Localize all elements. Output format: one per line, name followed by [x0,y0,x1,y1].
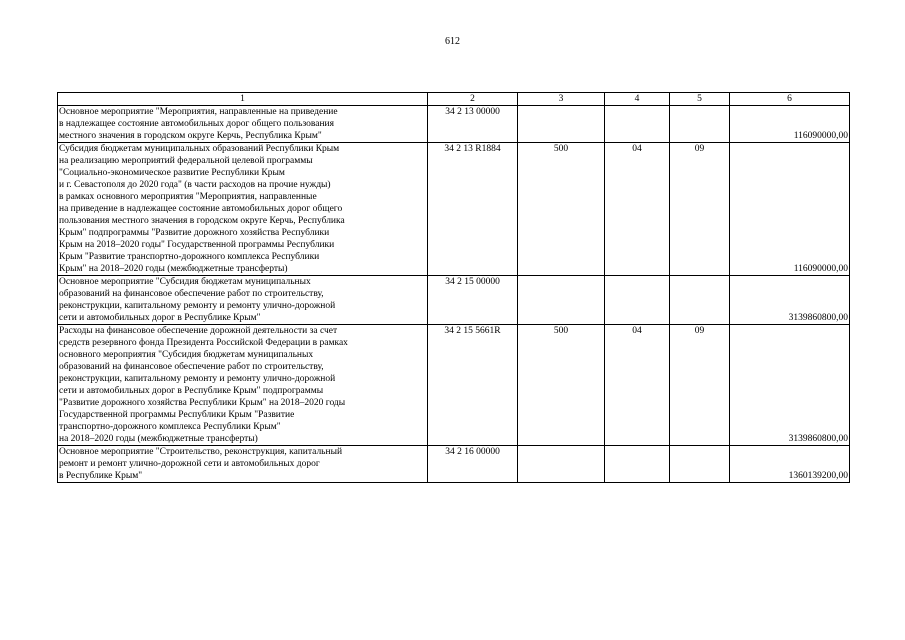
header-row [58,93,850,106]
header-cell: 2 [428,93,518,106]
row-col3 [518,276,605,325]
header-cell: 5 [670,93,730,106]
row-amount: 1360139200,00 [730,446,850,483]
row-code: 34 2 13 00000 [428,106,518,143]
row-col4 [605,276,670,325]
row-col3 [518,106,605,143]
row-col5: 09 [670,143,730,276]
row-col3: 500 [518,143,605,276]
row-col3: 500 [518,325,605,446]
row-name: Основное мероприятие "Строительство, реконструкция, капитальный ремонт и ремонт улично-дорожной сети и автомобильных дорог в Республике Крым" [58,446,428,483]
row-col3 [518,446,605,483]
table-row [58,446,850,483]
row-amount: 3139860800,00 [730,325,850,446]
row-code: 34 2 15 5661R [428,325,518,446]
row-amount: 3139860800,00 [730,276,850,325]
row-name: Расходы на финансовое обеспечение дорожной деятельности за счет средств резервного фонда Президента Российской Федерации в рамках основного мероприятия "Субсидия бюджетам муниципальных образований на финансовое обеспечение работ по строительству, реконструкции, капитальному ремонту и ремонту улично-дорожной сети и автомобильных дорог в Республике Крым" подпрограммы "Развитие дорожного хозяйства Республики Крым" на 2018–2020 годы Государственной программы Республики Крым "Развитие транспортно-дорожного комплекса Республики Крым" на 2018–2020 годы (межбюджетные трансферты) [58,325,428,446]
header-cell: 1 [58,93,428,106]
row-col4 [605,446,670,483]
row-amount: 116090000,00 [730,143,850,276]
page-number: 612 [445,36,460,47]
row-code: 34 2 16 00000 [428,446,518,483]
row-col5 [670,446,730,483]
row-name: Основное мероприятие "Субсидия бюджетам муниципальных образований на финансовое обеспечение работ по строительству, реконструкции, капитальному ремонту и ремонту улично-дорожной сети и автомобильных дорог в Республике Крым" [58,276,428,325]
header-cell: 4 [605,93,670,106]
row-col4 [605,106,670,143]
row-code: 34 2 15 00000 [428,276,518,325]
budget-table [57,92,850,483]
table-row [58,325,850,446]
header-cell: 6 [730,93,850,106]
row-name: Основное мероприятие "Мероприятия, направленные на приведение в надлежащее состояние автомобильных дорог общего пользования местного значения в городском округе Керчь, Республика Крым" [58,106,428,143]
row-name: Субсидия бюджетам муниципальных образований Республики Крым на реализацию мероприятий федеральной целевой программы "Социально-экономическое развитие Республики Крым и г. Севастополя до 2020 года" (в части расходов на прочие нужды) в рамках основного мероприятия "Мероприятия, направленные на приведение в надлежащее состояние автомобильных дорог общего пользования местного значения в городском округе Керчь, Республика Крым" подпрограммы "Развитие дорожного хозяйства Республики Крым на 2018–2020 годы" Государственной программы Республики Крым "Развитие транспортно-дорожного комплекса Республики Крым" на 2018–2020 годы (межбюджетные трансферты) [58,143,428,276]
row-code: 34 2 13 R1884 [428,143,518,276]
table-row [58,106,850,143]
row-col5: 09 [670,325,730,446]
header-cell: 3 [518,93,605,106]
row-col4: 04 [605,325,670,446]
table-row [58,143,850,276]
row-col5 [670,106,730,143]
table-row [58,276,850,325]
row-col4: 04 [605,143,670,276]
row-amount: 116090000,00 [730,106,850,143]
row-col5 [670,276,730,325]
